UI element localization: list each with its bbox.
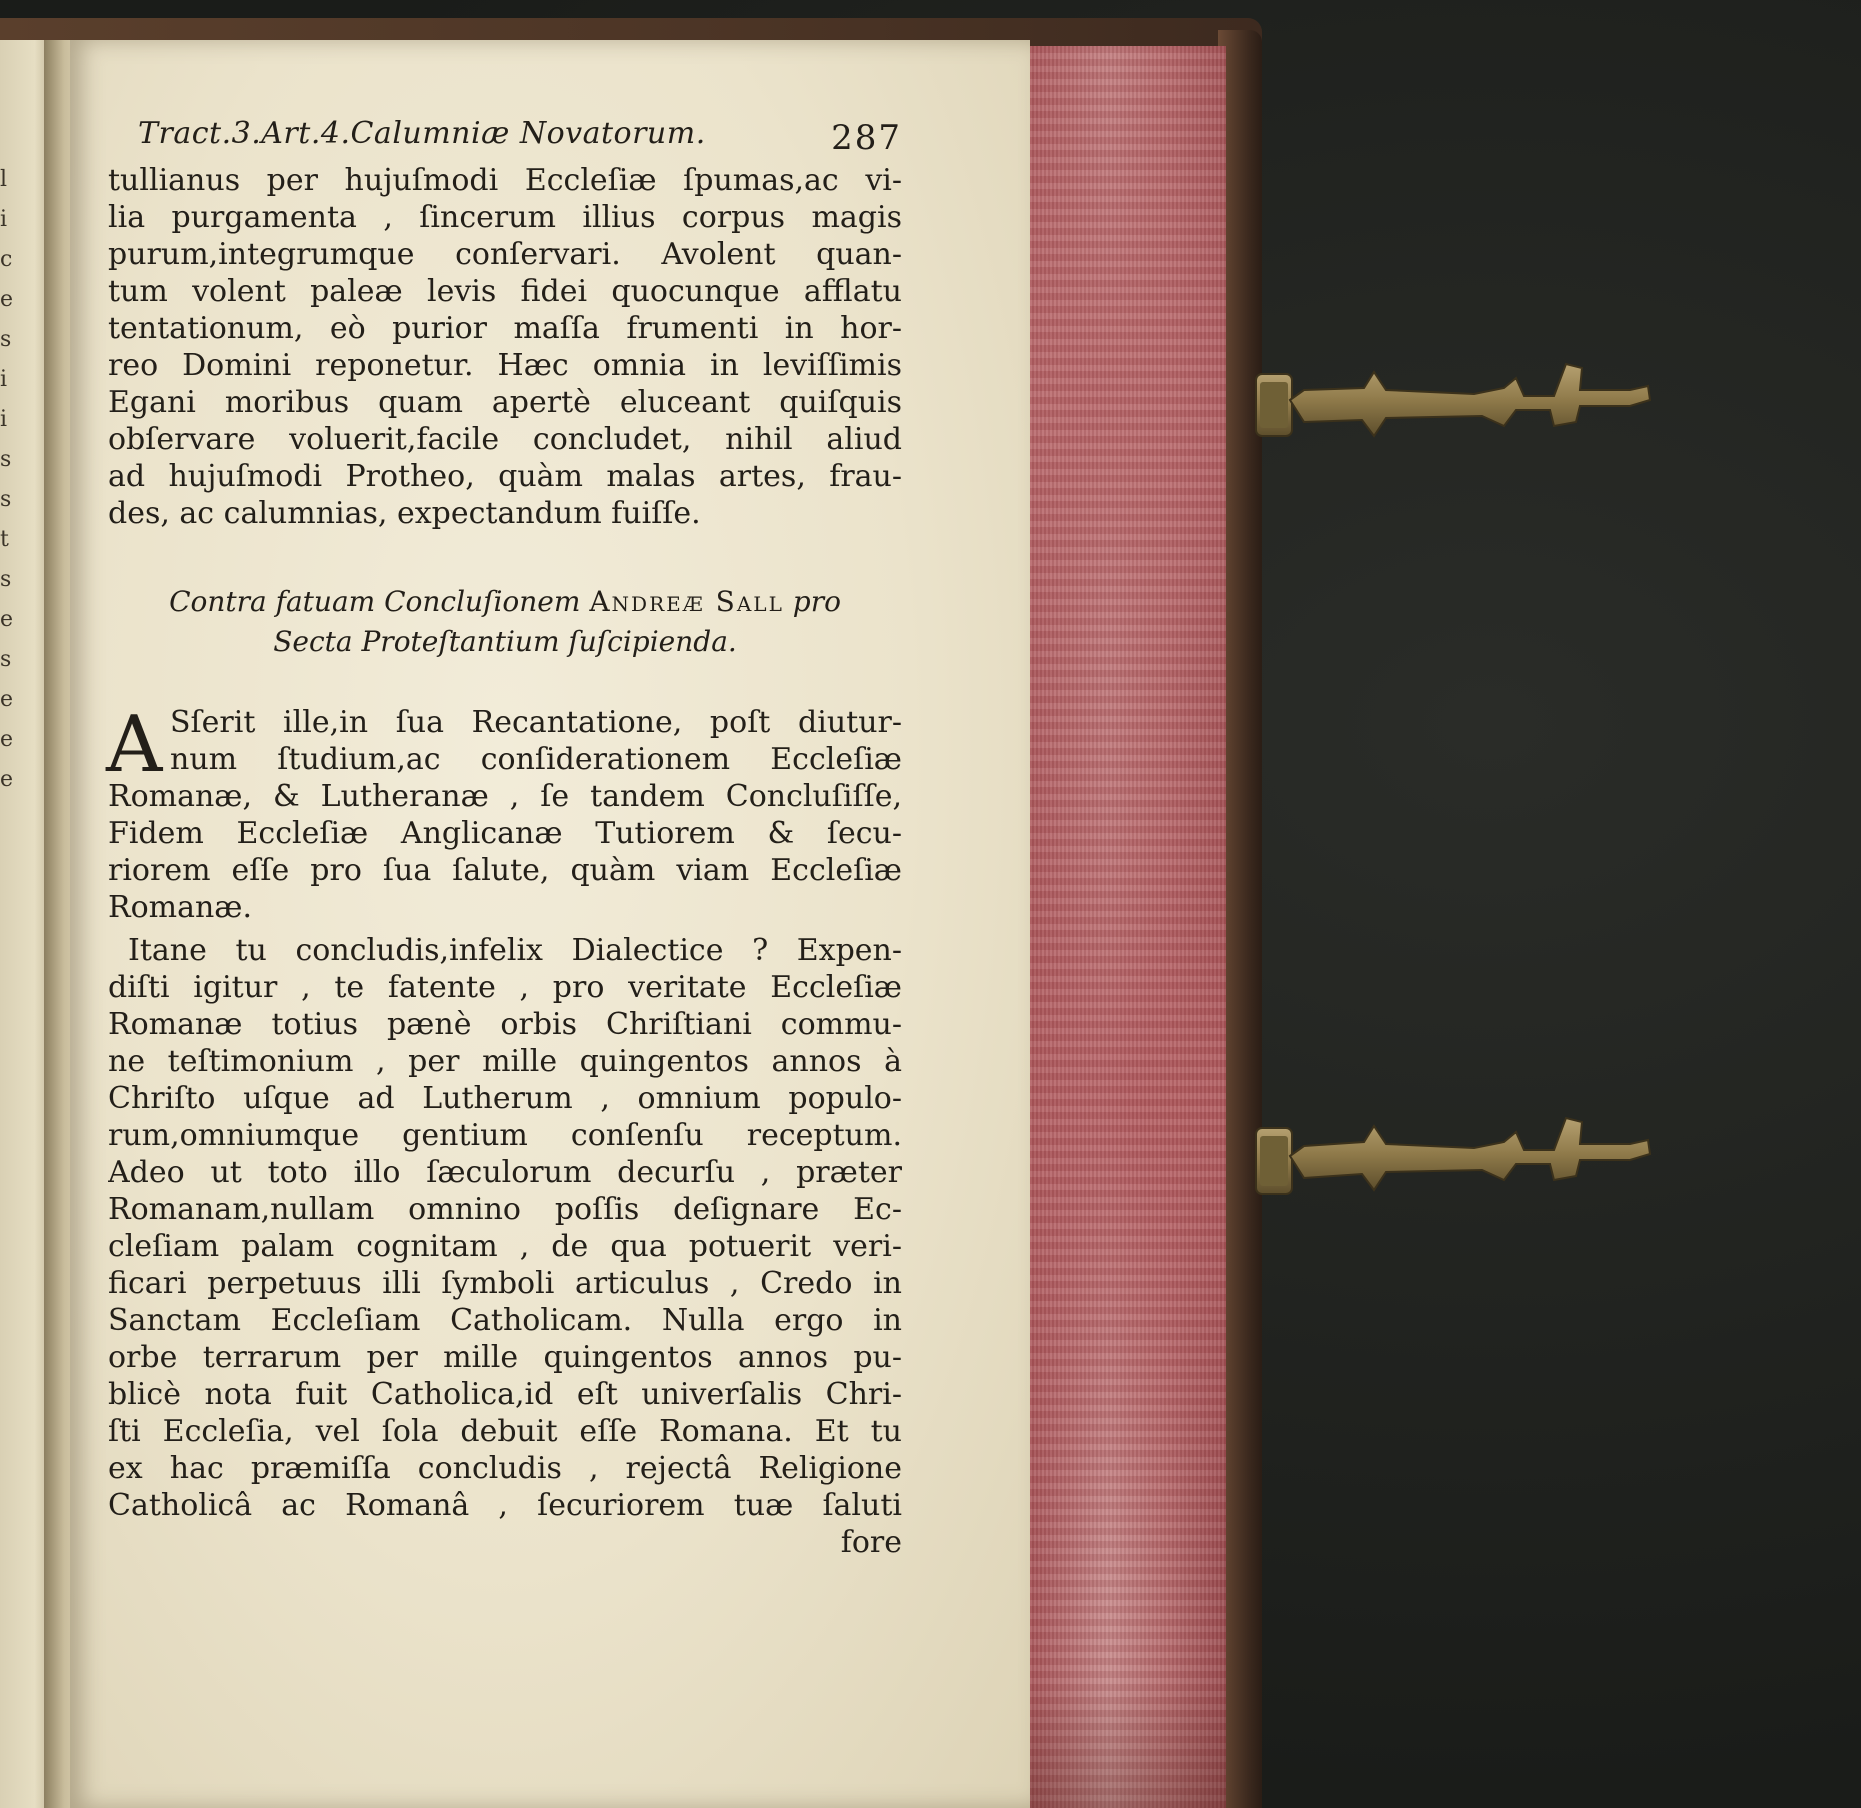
previous-page-letter: e <box>0 287 14 312</box>
previous-page-letter: s <box>0 647 12 672</box>
text-line: blicè nota fuit Catholica,id eſt univerſalis Chri- <box>108 1377 902 1412</box>
heading-italic-part: Contra fatuam Concluſionem <box>169 585 581 618</box>
page-number: 287 <box>831 118 902 158</box>
drop-cap: A <box>106 700 163 790</box>
previous-page-letter: s <box>0 447 12 472</box>
text-line: rum,omniumque gentium conſenſu receptum. <box>108 1118 902 1153</box>
text-line: Catholicâ ac Romanâ , ſecuriorem tuæ ſaluti <box>108 1488 902 1523</box>
text-line: reo Domini reponetur. Hæc omnia in leviſſimis <box>108 348 902 383</box>
text-line: des, ac calumnias, expectandum fuiſſe. <box>108 496 701 531</box>
lower-brass-clasp <box>1254 1112 1734 1212</box>
previous-page-letter: s <box>0 327 12 352</box>
paragraph-1 <box>106 700 902 926</box>
running-head-title: Tract.3.Art.4.Calumniæ Novatorum. <box>138 116 706 151</box>
heading-end-word: pro <box>792 585 841 618</box>
clasp-icon <box>1254 1112 1734 1212</box>
text-line: Fidem Eccleſiæ Anglicanæ Tutiorem & ſecu- <box>108 816 902 851</box>
text-line: tullianus per hujuſmodi Eccleſiæ ſpumas,ac vi- <box>108 163 902 198</box>
text-line: ad hujuſmodi Protheo, quàm malas artes, frau- <box>108 459 902 494</box>
running-head <box>108 116 902 162</box>
page-edges-shadow <box>1000 1680 1226 1808</box>
page-text-block <box>108 116 902 1561</box>
heading-author-name: Andreæ Sall <box>589 585 784 618</box>
section-heading-line-1 <box>108 582 902 622</box>
text-line: cleſiam palam cognitam , de qua potuerit veri- <box>108 1229 902 1264</box>
text-line: diſti igitur , te fatente , pro veritate Eccleſiæ <box>108 970 902 1005</box>
text-line: ex hac præmiſſa concludis , rejectâ Religione <box>108 1451 902 1486</box>
previous-page-letter: l <box>0 167 8 192</box>
previous-page-letter: e <box>0 607 14 632</box>
text-line: Sſerit ille,in ſua Recantatione, poſt diutur- <box>170 705 902 740</box>
text-line: Egani moribus quam apertè eluceant quiſquis <box>108 385 902 420</box>
text-line: Romanæ, & Lutheranæ , ſe tandem Concluſiſſe, <box>108 779 902 814</box>
intro-paragraph <box>108 162 902 532</box>
text-line: tentationum, eò purior maſſa frumenti in hor- <box>108 311 902 346</box>
text-line: Romanam,nullam omnino poſſis deſignare Ec- <box>108 1192 902 1227</box>
page-edges-sprinkled-red <box>1030 46 1226 1808</box>
section-heading-line-2: Secta Proteſtantium ſuſcipienda. <box>273 625 737 658</box>
text-line: obſervare voluerit,facile concludet, nihil aliud <box>108 422 902 457</box>
text-line: lia purgamenta , ſincerum illius corpus magis <box>108 200 902 235</box>
text-line: ne teſtimonium , per mille quingentos annos à <box>108 1044 902 1079</box>
previous-page-letter: i <box>0 207 8 232</box>
text-line: purum,integrumque conſervari. Avolent quan- <box>108 237 902 272</box>
text-line: riorem eſſe pro ſua ſalute, quàm viam Eccleſiæ <box>108 853 902 888</box>
text-line: Romanæ totius pænè orbis Chriſtiani commu- <box>108 1007 902 1042</box>
text-line: Romanæ. <box>108 890 253 925</box>
previous-page-line-ends <box>0 160 24 800</box>
previous-page-letter: i <box>0 367 8 392</box>
previous-page-letter: i <box>0 407 8 432</box>
text-line: num ſtudium,ac conſiderationem Eccleſiæ <box>170 742 902 777</box>
previous-page-letter: e <box>0 767 14 792</box>
text-line: tum volent paleæ levis fidei quocunque afflatu <box>108 274 902 309</box>
text-line: ficari perpetuus illi ſymboli articulus , Credo in <box>108 1266 902 1301</box>
text-line: Chriſto uſque ad Lutherum , omnium populo- <box>108 1081 902 1116</box>
section-heading <box>108 582 902 662</box>
upper-brass-clasp <box>1254 360 1734 460</box>
previous-page-letter: s <box>0 487 12 512</box>
previous-page-letter: t <box>0 527 9 552</box>
previous-page-letter: e <box>0 687 14 712</box>
previous-page-letter: e <box>0 727 14 752</box>
text-line: Sanctam Eccleſiam Catholicam. Nulla ergo in <box>108 1303 902 1338</box>
text-line: Adeo ut toto illo ſæculorum decurſu , præter <box>108 1155 902 1190</box>
previous-page-letter: c <box>0 247 13 272</box>
catchword: fore <box>840 1525 902 1560</box>
previous-page-letter: s <box>0 567 12 592</box>
text-line: orbe terrarum per mille quingentos annos pu- <box>108 1340 902 1375</box>
text-line: ſti Eccleſia, vel ſola debuit eſſe Romana. Et tu <box>108 1414 902 1449</box>
text-line: Itane tu concludis,infelix Dialectice ? Expen- <box>128 933 902 968</box>
paragraph-2 <box>108 932 902 1524</box>
clasp-icon <box>1254 360 1734 460</box>
